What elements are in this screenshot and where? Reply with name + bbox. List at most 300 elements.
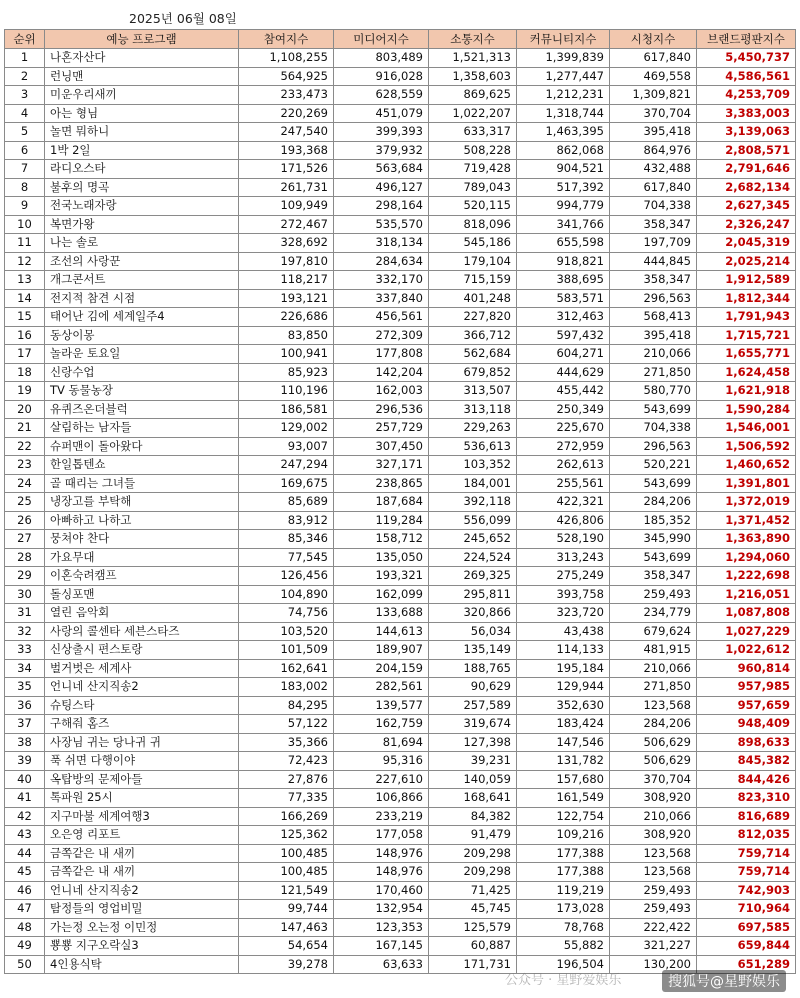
participation-cell: 1,108,255: [239, 49, 334, 68]
media-cell: 167,145: [334, 937, 429, 956]
table-row: [5, 215, 796, 234]
viewing-cell: 296,563: [610, 289, 697, 308]
brand-index-cell: 759,714: [697, 844, 796, 863]
community-cell: 196,504: [517, 955, 610, 974]
viewing-cell: 259,493: [610, 900, 697, 919]
table-row: [5, 456, 796, 475]
table-row: [5, 67, 796, 86]
media-cell: 187,684: [334, 493, 429, 512]
communication-cell: 633,317: [429, 123, 517, 142]
brand-index-cell: 1,363,890: [697, 530, 796, 549]
program-name-cell: 라디오스타: [45, 160, 239, 179]
brand-index-cell: 1,812,344: [697, 289, 796, 308]
brand-index-cell: 1,460,652: [697, 456, 796, 475]
communication-cell: 269,325: [429, 567, 517, 586]
brand-index-cell: 742,903: [697, 881, 796, 900]
program-name-cell: 조선의 사랑꾼: [45, 252, 239, 271]
community-cell: 444,629: [517, 363, 610, 382]
community-cell: 255,561: [517, 474, 610, 493]
communication-cell: 392,118: [429, 493, 517, 512]
brand-index-cell: 898,633: [697, 733, 796, 752]
brand-index-cell: 4,586,561: [697, 67, 796, 86]
program-name-cell: 동상이몽: [45, 326, 239, 345]
brand-index-cell: 1,391,801: [697, 474, 796, 493]
communication-cell: 90,629: [429, 678, 517, 697]
brand-index-cell: 1,022,612: [697, 641, 796, 660]
media-cell: 95,316: [334, 752, 429, 771]
program-name-cell: 슈퍼맨이 돌아왔다: [45, 437, 239, 456]
rank-cell: 15: [5, 308, 45, 327]
program-name-cell: 나는 솔로: [45, 234, 239, 253]
table-row: [5, 382, 796, 401]
community-cell: 312,463: [517, 308, 610, 327]
table-row: [5, 271, 796, 290]
media-cell: 337,840: [334, 289, 429, 308]
rank-cell: 41: [5, 789, 45, 808]
rank-cell: 27: [5, 530, 45, 549]
program-name-cell: 뿅뿅 지구오락실3: [45, 937, 239, 956]
communication-cell: 313,507: [429, 382, 517, 401]
rank-cell: 18: [5, 363, 45, 382]
communication-cell: 245,652: [429, 530, 517, 549]
media-cell: 162,003: [334, 382, 429, 401]
viewing-cell: 123,568: [610, 696, 697, 715]
communication-cell: 719,428: [429, 160, 517, 179]
rank-cell: 24: [5, 474, 45, 493]
program-name-cell: 태어난 김에 세계일주4: [45, 308, 239, 327]
rank-cell: 13: [5, 271, 45, 290]
participation-cell: 85,689: [239, 493, 334, 512]
media-cell: 106,866: [334, 789, 429, 808]
program-name-cell: 미운우리새끼: [45, 86, 239, 105]
communication-cell: 229,263: [429, 419, 517, 438]
participation-cell: 272,467: [239, 215, 334, 234]
participation-cell: 220,269: [239, 104, 334, 123]
program-name-cell: 톡파원 25시: [45, 789, 239, 808]
program-name-cell: 열린 음악회: [45, 604, 239, 623]
brand-index-cell: 1,546,001: [697, 419, 796, 438]
viewing-cell: 345,990: [610, 530, 697, 549]
community-cell: 904,521: [517, 160, 610, 179]
participation-cell: 166,269: [239, 807, 334, 826]
table-row: [5, 123, 796, 142]
communication-cell: 125,579: [429, 918, 517, 937]
media-cell: 318,134: [334, 234, 429, 253]
program-name-cell: 불후의 명곡: [45, 178, 239, 197]
community-cell: 597,432: [517, 326, 610, 345]
community-cell: 131,782: [517, 752, 610, 771]
table-row: [5, 752, 796, 771]
rank-cell: 29: [5, 567, 45, 586]
brand-index-cell: 3,383,003: [697, 104, 796, 123]
participation-cell: 171,526: [239, 160, 334, 179]
table-row: [5, 86, 796, 105]
participation-cell: 27,876: [239, 770, 334, 789]
viewing-cell: 210,066: [610, 807, 697, 826]
communication-cell: 1,022,207: [429, 104, 517, 123]
community-cell: 388,695: [517, 271, 610, 290]
brand-index-cell: 1,027,229: [697, 622, 796, 641]
table-row: [5, 141, 796, 160]
community-cell: 119,219: [517, 881, 610, 900]
communication-cell: 319,674: [429, 715, 517, 734]
community-cell: 225,670: [517, 419, 610, 438]
participation-cell: 129,002: [239, 419, 334, 438]
brand-index-cell: 3,139,063: [697, 123, 796, 142]
community-cell: 43,438: [517, 622, 610, 641]
viewing-cell: 358,347: [610, 271, 697, 290]
table-row: [5, 178, 796, 197]
brand-index-cell: 1,222,698: [697, 567, 796, 586]
communication-cell: 91,479: [429, 826, 517, 845]
program-name-cell: 런닝맨: [45, 67, 239, 86]
brand-index-cell: 1,590,284: [697, 400, 796, 419]
table-row: [5, 826, 796, 845]
rank-cell: 43: [5, 826, 45, 845]
community-cell: 422,321: [517, 493, 610, 512]
rank-cell: 21: [5, 419, 45, 438]
table-row: [5, 363, 796, 382]
program-name-cell: 신상출시 편스토랑: [45, 641, 239, 660]
communication-cell: 168,641: [429, 789, 517, 808]
communication-cell: 135,149: [429, 641, 517, 660]
table-row: [5, 289, 796, 308]
community-cell: 655,598: [517, 234, 610, 253]
communication-cell: 39,231: [429, 752, 517, 771]
rank-cell: 22: [5, 437, 45, 456]
rank-cell: 9: [5, 197, 45, 216]
rank-cell: 6: [5, 141, 45, 160]
media-cell: 563,684: [334, 160, 429, 179]
table-row: [5, 308, 796, 327]
participation-cell: 39,278: [239, 955, 334, 974]
brand-index-cell: 2,682,134: [697, 178, 796, 197]
viewing-cell: 580,770: [610, 382, 697, 401]
participation-cell: 93,007: [239, 437, 334, 456]
rank-cell: 48: [5, 918, 45, 937]
brand-index-cell: 1,621,918: [697, 382, 796, 401]
community-cell: 604,271: [517, 345, 610, 364]
participation-cell: 35,366: [239, 733, 334, 752]
participation-cell: 83,912: [239, 511, 334, 530]
brand-index-cell: 1,655,771: [697, 345, 796, 364]
rank-cell: 4: [5, 104, 45, 123]
rank-cell: 11: [5, 234, 45, 253]
program-name-cell: 이혼숙려캠프: [45, 567, 239, 586]
table-row: [5, 530, 796, 549]
viewing-cell: 210,066: [610, 659, 697, 678]
participation-cell: 126,456: [239, 567, 334, 586]
watermark-faint: 公众号 · 星野爱娱乐: [505, 973, 622, 988]
viewing-cell: 543,699: [610, 400, 697, 419]
community-cell: 183,424: [517, 715, 610, 734]
viewing-cell: 506,629: [610, 733, 697, 752]
rank-cell: 44: [5, 844, 45, 863]
community-cell: 323,720: [517, 604, 610, 623]
viewing-cell: 284,206: [610, 493, 697, 512]
viewing-cell: 358,347: [610, 567, 697, 586]
brand-index-cell: 1,791,943: [697, 308, 796, 327]
program-name-cell: 나혼자산다: [45, 49, 239, 68]
program-name-cell: 유퀴즈온더블럭: [45, 400, 239, 419]
media-cell: 257,729: [334, 419, 429, 438]
table-row: [5, 567, 796, 586]
community-cell: 272,959: [517, 437, 610, 456]
rank-cell: 37: [5, 715, 45, 734]
rank-cell: 40: [5, 770, 45, 789]
table-row: [5, 937, 796, 956]
program-name-cell: 4인용식탁: [45, 955, 239, 974]
communication-cell: 45,745: [429, 900, 517, 919]
brand-index-cell: 957,985: [697, 678, 796, 697]
program-name-cell: 아빠하고 나하고: [45, 511, 239, 530]
community-cell: 1,277,447: [517, 67, 610, 86]
media-cell: 139,577: [334, 696, 429, 715]
program-name-cell: 개그콘서트: [45, 271, 239, 290]
participation-cell: 101,509: [239, 641, 334, 660]
community-cell: 78,768: [517, 918, 610, 937]
media-cell: 535,570: [334, 215, 429, 234]
media-cell: 162,099: [334, 585, 429, 604]
table-row: [5, 345, 796, 364]
rank-cell: 49: [5, 937, 45, 956]
media-cell: 81,694: [334, 733, 429, 752]
community-cell: 455,442: [517, 382, 610, 401]
community-cell: 341,766: [517, 215, 610, 234]
community-cell: 195,184: [517, 659, 610, 678]
brand-index-cell: 5,450,737: [697, 49, 796, 68]
program-name-cell: 벌거벗은 세계사: [45, 659, 239, 678]
participation-cell: 100,941: [239, 345, 334, 364]
media-cell: 135,050: [334, 548, 429, 567]
program-name-cell: 금쪽같은 내 새끼: [45, 844, 239, 863]
community-cell: 583,571: [517, 289, 610, 308]
community-cell: 862,068: [517, 141, 610, 160]
viewing-cell: 308,920: [610, 789, 697, 808]
table-row: [5, 474, 796, 493]
viewing-cell: 469,558: [610, 67, 697, 86]
viewing-cell: 259,493: [610, 881, 697, 900]
communication-cell: 401,248: [429, 289, 517, 308]
program-name-cell: 지구마불 세계여행3: [45, 807, 239, 826]
program-name-cell: 푹 쉬면 다행이야: [45, 752, 239, 771]
rank-cell: 3: [5, 86, 45, 105]
brand-index-cell: 1,294,060: [697, 548, 796, 567]
communication-cell: 545,186: [429, 234, 517, 253]
media-cell: 399,393: [334, 123, 429, 142]
rank-cell: 19: [5, 382, 45, 401]
brand-index-cell: 1,087,808: [697, 604, 796, 623]
rank-cell: 16: [5, 326, 45, 345]
table-row: [5, 770, 796, 789]
brand-index-cell: 697,585: [697, 918, 796, 937]
program-name-cell: 1박 2일: [45, 141, 239, 160]
media-cell: 193,321: [334, 567, 429, 586]
viewing-cell: 185,352: [610, 511, 697, 530]
communication-cell: 179,104: [429, 252, 517, 271]
communication-cell: 366,712: [429, 326, 517, 345]
media-cell: 496,127: [334, 178, 429, 197]
table-row: [5, 585, 796, 604]
participation-cell: 99,744: [239, 900, 334, 919]
rank-cell: 8: [5, 178, 45, 197]
program-name-cell: 복면가왕: [45, 215, 239, 234]
program-name-cell: 언니네 산지직송2: [45, 678, 239, 697]
participation-cell: 193,368: [239, 141, 334, 160]
viewing-cell: 432,488: [610, 160, 697, 179]
rank-cell: 23: [5, 456, 45, 475]
participation-cell: 186,581: [239, 400, 334, 419]
viewing-cell: 864,976: [610, 141, 697, 160]
viewing-cell: 395,418: [610, 123, 697, 142]
viewing-cell: 1,309,821: [610, 86, 697, 105]
participation-cell: 85,923: [239, 363, 334, 382]
brand-index-cell: 957,659: [697, 696, 796, 715]
brand-index-cell: 651,289: [697, 955, 796, 974]
table-row: [5, 715, 796, 734]
program-name-cell: 골 때리는 그녀들: [45, 474, 239, 493]
viewing-cell: 481,915: [610, 641, 697, 660]
viewing-cell: 679,624: [610, 622, 697, 641]
viewing-cell: 543,699: [610, 548, 697, 567]
participation-cell: 247,540: [239, 123, 334, 142]
communication-cell: 818,096: [429, 215, 517, 234]
media-cell: 148,976: [334, 844, 429, 863]
community-cell: 129,944: [517, 678, 610, 697]
brand-index-cell: 812,035: [697, 826, 796, 845]
program-name-cell: 냉장고를 부탁해: [45, 493, 239, 512]
viewing-cell: 358,347: [610, 215, 697, 234]
table-header-row: [5, 30, 796, 49]
column-header: 예능 프로그램: [45, 30, 239, 49]
media-cell: 204,159: [334, 659, 429, 678]
media-cell: 284,634: [334, 252, 429, 271]
rank-cell: 38: [5, 733, 45, 752]
brand-index-cell: 1,216,051: [697, 585, 796, 604]
program-name-cell: 옥탑방의 문제아들: [45, 770, 239, 789]
table-body: [5, 49, 796, 974]
program-name-cell: 사랑의 콜센타 세븐스타즈: [45, 622, 239, 641]
column-header: 미디어지수: [334, 30, 429, 49]
communication-cell: 184,001: [429, 474, 517, 493]
communication-cell: 508,228: [429, 141, 517, 160]
brand-index-cell: 2,791,646: [697, 160, 796, 179]
participation-cell: 72,423: [239, 752, 334, 771]
rank-cell: 45: [5, 863, 45, 882]
viewing-cell: 370,704: [610, 770, 697, 789]
media-cell: 307,450: [334, 437, 429, 456]
participation-cell: 233,473: [239, 86, 334, 105]
program-name-cell: 언니네 산지직송2: [45, 881, 239, 900]
communication-cell: 224,524: [429, 548, 517, 567]
brand-index-cell: 2,627,345: [697, 197, 796, 216]
rank-cell: 17: [5, 345, 45, 364]
rank-cell: 34: [5, 659, 45, 678]
brand-index-cell: 1,624,458: [697, 363, 796, 382]
brand-index-cell: 1,371,452: [697, 511, 796, 530]
rank-cell: 31: [5, 604, 45, 623]
media-cell: 63,633: [334, 955, 429, 974]
participation-cell: 85,346: [239, 530, 334, 549]
viewing-cell: 370,704: [610, 104, 697, 123]
table-row: [5, 863, 796, 882]
media-cell: 272,309: [334, 326, 429, 345]
media-cell: 379,932: [334, 141, 429, 160]
table-row: [5, 844, 796, 863]
brand-index-cell: 659,844: [697, 937, 796, 956]
program-name-cell: 탐정들의 영업비밀: [45, 900, 239, 919]
media-cell: 177,808: [334, 345, 429, 364]
brand-index-cell: 1,715,721: [697, 326, 796, 345]
communication-cell: 313,118: [429, 400, 517, 419]
table-row: [5, 493, 796, 512]
community-cell: 313,243: [517, 548, 610, 567]
table-row: [5, 437, 796, 456]
table-row: [5, 419, 796, 438]
viewing-cell: 444,845: [610, 252, 697, 271]
rank-cell: 50: [5, 955, 45, 974]
table-row: [5, 881, 796, 900]
participation-cell: 74,756: [239, 604, 334, 623]
participation-cell: 197,810: [239, 252, 334, 271]
brand-index-cell: 1,912,589: [697, 271, 796, 290]
participation-cell: 564,925: [239, 67, 334, 86]
brand-index-cell: 2,326,247: [697, 215, 796, 234]
table-row: [5, 789, 796, 808]
program-name-cell: 신랑수업: [45, 363, 239, 382]
community-cell: 994,779: [517, 197, 610, 216]
communication-cell: 209,298: [429, 863, 517, 882]
program-name-cell: 전국노래자랑: [45, 197, 239, 216]
brand-index-cell: 759,714: [697, 863, 796, 882]
rank-cell: 2: [5, 67, 45, 86]
viewing-cell: 308,920: [610, 826, 697, 845]
communication-cell: 188,765: [429, 659, 517, 678]
rank-cell: 14: [5, 289, 45, 308]
viewing-cell: 222,422: [610, 918, 697, 937]
media-cell: 177,058: [334, 826, 429, 845]
table-row: [5, 604, 796, 623]
participation-cell: 83,850: [239, 326, 334, 345]
viewing-cell: 617,840: [610, 178, 697, 197]
community-cell: 352,630: [517, 696, 610, 715]
table-row: [5, 49, 796, 68]
media-cell: 332,170: [334, 271, 429, 290]
participation-cell: 169,675: [239, 474, 334, 493]
program-name-cell: 금쪽같은 내 새끼: [45, 863, 239, 882]
community-cell: 262,613: [517, 456, 610, 475]
rank-cell: 10: [5, 215, 45, 234]
table-row: [5, 104, 796, 123]
rank-cell: 42: [5, 807, 45, 826]
participation-cell: 261,731: [239, 178, 334, 197]
table-row: [5, 678, 796, 697]
rank-cell: 12: [5, 252, 45, 271]
viewing-cell: 123,568: [610, 844, 697, 863]
community-cell: 114,133: [517, 641, 610, 660]
communication-cell: 715,159: [429, 271, 517, 290]
column-header: 커뮤니티지수: [517, 30, 610, 49]
community-cell: 177,388: [517, 863, 610, 882]
table-row: [5, 641, 796, 660]
viewing-cell: 271,850: [610, 678, 697, 697]
viewing-cell: 197,709: [610, 234, 697, 253]
table-row: [5, 511, 796, 530]
table-row: [5, 548, 796, 567]
viewing-cell: 568,413: [610, 308, 697, 327]
viewing-cell: 506,629: [610, 752, 697, 771]
community-cell: 173,028: [517, 900, 610, 919]
